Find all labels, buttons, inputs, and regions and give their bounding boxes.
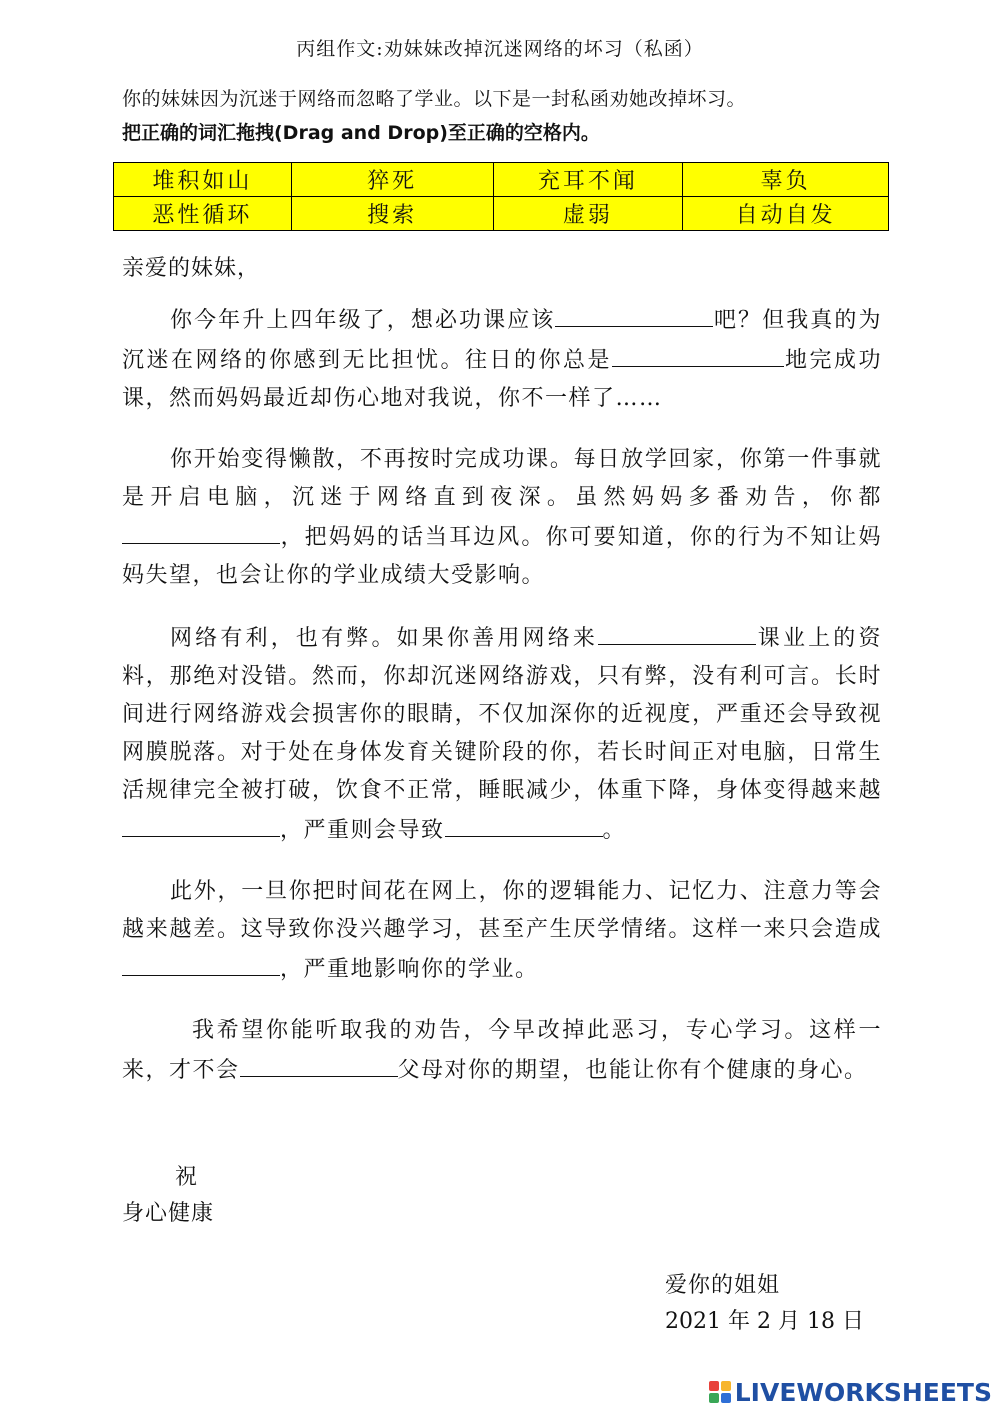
word-bank-row [114, 197, 889, 231]
paragraph-5 [122, 1012, 882, 1090]
paragraph-text: 我希望你能听取我的劝告，今早改掉此恶习，专心学习。这样一来，才不会 [122, 1018, 882, 1083]
word-chip[interactable]: 猝死 [291, 163, 493, 197]
paragraph-1 [122, 300, 882, 418]
paragraph-text: 课业上的资料，那绝对没错。然而，你却沉迷网络游戏，只有弊，没有利可言。长时间进行网络游戏会损害你的眼睛，不仅加深你的近视度，严重还会导致视网膜脱落。对于处在身体发育关键阶段的你，若长时间正对电脑，日常生活规律完全被打破，饮食不正常，睡眠减少，体重下降，身体变得越来越 [122, 626, 882, 803]
paragraph-2 [122, 441, 882, 595]
word-chip[interactable]: 虚弱 [493, 197, 683, 231]
logo-block [721, 1393, 731, 1403]
drop-blank-8[interactable] [240, 1050, 398, 1077]
paragraph-3 [122, 618, 882, 850]
instruction-text: 把正确的词汇拖拽(Drag and Drop)至正确的空格内。 [122, 122, 600, 144]
paragraph-text: 。 [602, 818, 627, 843]
logo-block [721, 1381, 731, 1391]
logo-block [709, 1381, 719, 1391]
word-chip[interactable]: 辜负 [683, 163, 889, 197]
paragraph-text: ，严重地影响你的学业。 [280, 957, 539, 982]
word-chip[interactable]: 自动自发 [683, 197, 889, 231]
letter-salutation: 亲爱的妹妹， [122, 256, 261, 281]
paragraph-text: 父母对你的期望，也能让你有个健康的身心。 [397, 1058, 868, 1083]
letter-body [122, 250, 882, 1113]
paragraph-text: ，严重则会导致 [280, 818, 445, 843]
drop-blank-4[interactable] [598, 618, 756, 645]
paragraph-text: 网络有利，也有弊。如果你善用网络来 [170, 626, 599, 651]
word-bank-row [114, 163, 889, 197]
drop-blank-2[interactable] [612, 340, 784, 367]
drop-blank-5[interactable] [122, 810, 280, 837]
word-chip[interactable]: 堆积如山 [114, 163, 292, 197]
logo-block [709, 1393, 719, 1403]
logo-blocks-icon [709, 1381, 731, 1403]
paragraph-text: 此外，一旦你把时间花在网上，你的逻辑能力、记忆力、注意力等会越来越差。这导致你没兴趣学习，甚至产生厌学情绪。这样一来只会造成 [122, 879, 882, 942]
letter-date: 2021 年 2 月 18 日 [665, 1309, 864, 1334]
word-chip[interactable]: 恶性循环 [114, 197, 292, 231]
word-bank [113, 162, 889, 231]
letter-closing-wish: 祝 [175, 1165, 198, 1190]
liveworksheets-logo [709, 1377, 992, 1407]
paragraph-text: 吧？但我真的为沉迷在网络的你感到无比担忧。往日的你总是 [122, 308, 882, 373]
paragraph-text: 你今年升上四年级了，想必功课应该 [170, 308, 556, 333]
paragraph-text: ，把妈妈的话当耳边风。你可要知道，你的行为不知让妈妈失望，也会让你的学业成绩大受影响。 [122, 525, 882, 588]
letter-closing-blessing: 身心健康 [122, 1201, 215, 1226]
paragraph-4 [122, 873, 882, 989]
word-chip[interactable]: 搜索 [291, 197, 493, 231]
paragraph-text: 你开始变得懒散，不再按时完成功课。每日放学回家，你第一件事就是开启电脑，沉迷于网络直到夜深。虽然妈妈多番劝告，你都 [122, 447, 882, 510]
worksheet-title: 丙组作文:劝妹妹改掉沉迷网络的坏习（私函） [296, 38, 704, 60]
logo-text: LIVEWORKSHEETS [734, 1377, 992, 1407]
intro-text: 你的妹妹因为沉迷于网络而忽略了学业。以下是一封私函劝她改掉坏习。 [122, 88, 747, 110]
drop-blank-6[interactable] [445, 810, 603, 837]
drop-blank-7[interactable] [122, 949, 280, 976]
word-chip[interactable]: 充耳不闻 [493, 163, 683, 197]
letter-signature: 爱你的姐姐 [665, 1273, 781, 1298]
drop-blank-3[interactable] [122, 517, 280, 544]
paragraph-text: 地完成功课，然而妈妈最近却伤心地对我说，你不一样了…… [122, 348, 882, 411]
drop-blank-1[interactable] [555, 300, 713, 327]
